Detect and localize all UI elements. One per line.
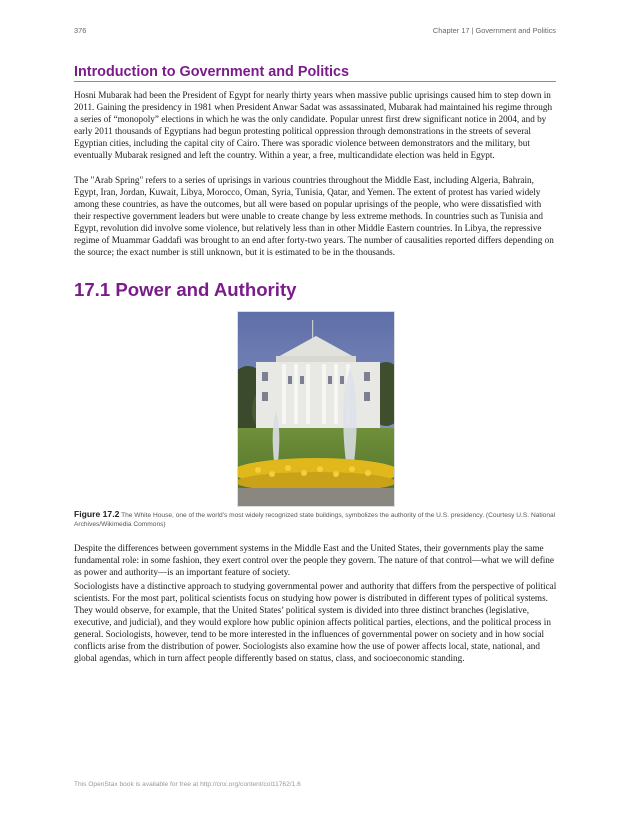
chapter-title: Chapter 17 | Government and Politics (432, 26, 556, 35)
page-number: 376 (74, 26, 87, 35)
section-paragraph-1: Despite the differences between government systems in the Middle East and the United States, their governments play the same fundamental role: in some fashion, they exert control over the people they govern. The nature of that control—what we will define as power and authority—is an important feature of society. (74, 543, 554, 578)
figure-caption (74, 510, 556, 529)
section-paragraph-2: Sociologists have a distinctive approach to studying governmental power and authority that differs from the perspective of political scientists. For the most part, political scientists focus on studying how power is distributed in different types of political systems. They would observe, for example, that the United States’ political system is divided into three distinct branches (legislative, executive, and judicial), and they would explore how public opinion affects political parties, elections, and the political process in general. Sociologists, however, tend to be more interested in the influences of governmental power on society and in how social conflicts arise from the distribution of power. Sociologists also examine how the use of power affects local, state, national, and global agendas, which in turn affect people differently based on status, class, and socioeconomic standing. (74, 581, 557, 664)
intro-title: Introduction to Government and Politics (74, 64, 556, 82)
section-title: 17.1 Power and Authority (74, 279, 297, 300)
figure-label: Figure 17.2 (74, 509, 120, 519)
intro-paragraph-1: Hosni Mubarak had been the President of Egypt for nearly thirty years when massive public uprisings caused him to step down in 2011. Gaining the presidency in 1981 when President Anwar Sadat was assassinated, Mubarak had maintained his regime through a series of “monopoly” elections in which he was the only candidate. Popular unrest first drew significant notice in 2004, and by early 2011 thousands of Egyptians had begun protesting political oppression through demonstrations in the streets of several Egyptian cities, including the capital city of Cairo. There was sporadic violence between demonstrators and the military, but eventually Mubarak resigned and left the country. Within a year, a free, multicandidate election was held in Egypt. (74, 90, 553, 161)
white-house-photo (237, 311, 395, 507)
intro-paragraph-2: The "Arab Spring" refers to a series of uprisings in various countries throughout the Middle East, including Algeria, Bahrain, Egypt, Iran, Jordan, Kuwait, Libya, Morocco, Oman, Syria, Tunisia, Qatar, and Yemen. The extent of protest has varied widely among these countries, as have the outcomes, but all were based on popular uprisings of the people, who were dissatisfied with their respective government leaders but were unable to create change by less extreme methods. In countries such as Tunisia and Egypt, revolution did involve some violence, but relatively less than in other Middle Eastern countries. In Libya, the repressive regime of Muammar Gaddafi was brought to an end after forty-two years. The number of causalities reported differs depending on the source; the exact number is still unknown, but it is estimated to be in the thousands. (74, 175, 554, 258)
figure-caption-text: The White House, one of the world’s most widely recognized state buildings, symbolizes the authority of the U.S. presidency. (Courtesy U.S. National Archives/Wikimedia Commons) (74, 512, 556, 528)
page-footer: This OpenStax book is available for free at http://cnx.org/content/col11762/1.6 (74, 781, 301, 788)
page-header (74, 26, 556, 38)
